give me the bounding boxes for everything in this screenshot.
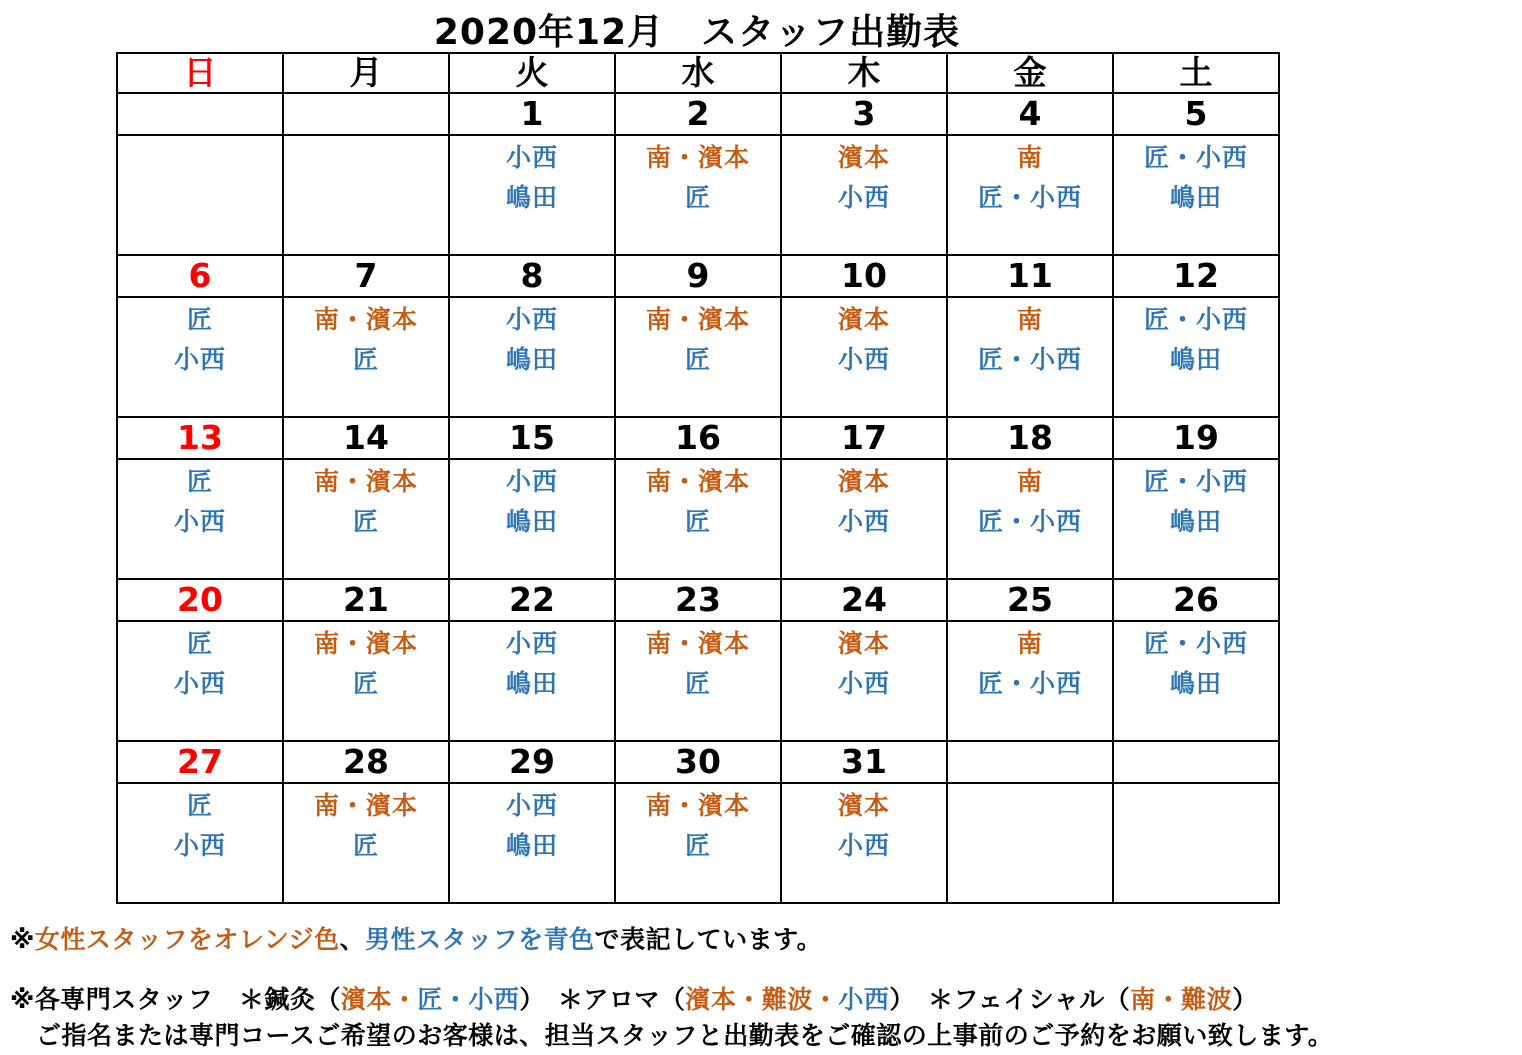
staff-row	[117, 459, 1279, 579]
date-cell	[117, 93, 283, 135]
staff-cell	[1113, 297, 1279, 417]
male-staff-entry: 小西	[173, 507, 226, 536]
date-cell: 26	[1113, 579, 1279, 621]
female-staff-entry: 南・濱本	[313, 467, 418, 496]
staff-cell	[947, 621, 1113, 741]
staff-cell	[283, 459, 449, 579]
date-cell: 14	[283, 417, 449, 459]
female-staff-entry: 濱本	[837, 629, 890, 658]
staff-cell	[449, 783, 615, 903]
male-staff-entry: 嶋田	[505, 669, 558, 698]
date-cell: 15	[449, 417, 615, 459]
staff-cell	[615, 783, 781, 903]
male-staff-entry: 嶋田	[1169, 345, 1222, 374]
staff-cell	[283, 783, 449, 903]
date-cell: 21	[283, 579, 449, 621]
male-staff-entry: 匠	[684, 507, 711, 536]
date-cell: 24	[781, 579, 947, 621]
weekday-mon: 月	[283, 53, 449, 93]
date-cell: 6	[117, 255, 283, 297]
calendar-body	[117, 93, 1279, 903]
male-staff-entry: 小西	[505, 143, 558, 172]
staff-cell	[781, 783, 947, 903]
date-cell: 10	[781, 255, 947, 297]
acupuncture-female: 濱本・	[340, 985, 418, 1014]
staff-cell	[615, 135, 781, 255]
date-row	[117, 255, 1279, 297]
date-cell: 3	[781, 93, 947, 135]
weekday-sat: 土	[1113, 53, 1279, 93]
page-title: 2020年12月 スタッフ出勤表	[433, 12, 961, 53]
staff-cell	[947, 783, 1113, 903]
date-cell: 8	[449, 255, 615, 297]
staff-row	[117, 783, 1279, 903]
male-staff-entry: 嶋田	[505, 183, 558, 212]
staff-cell	[283, 621, 449, 741]
date-cell: 4	[947, 93, 1113, 135]
male-staff-entry: 小西	[505, 791, 558, 820]
female-staff-entry: 南	[1016, 629, 1043, 658]
aroma-male: 小西	[838, 985, 890, 1014]
staff-cell	[117, 783, 283, 903]
staff-cell	[947, 459, 1113, 579]
male-staff-entry: 匠	[186, 629, 213, 658]
reservation-note: ご指名または専門コースご希望のお客様は、担当スタッフと出勤表をご確認の上事前のご予約をお願い致します。	[36, 1021, 1334, 1050]
date-cell: 11	[947, 255, 1113, 297]
male-staff-entry: 匠	[186, 305, 213, 334]
male-staff-entry: 匠	[352, 345, 379, 374]
female-staff-entry: 南	[1016, 305, 1043, 334]
date-cell: 30	[615, 741, 781, 783]
male-staff-entry: 匠・小西	[1143, 143, 1248, 172]
female-staff-entry: 南・濱本	[313, 629, 418, 658]
color-legend-note	[10, 920, 822, 956]
staff-cell	[947, 297, 1113, 417]
male-staff-entry: 匠	[684, 183, 711, 212]
female-staff-entry: 南・濱本	[645, 629, 750, 658]
staff-cell	[283, 135, 449, 255]
female-staff-entry: 南	[1016, 143, 1043, 172]
acupuncture-label: ＊鍼灸（	[238, 985, 341, 1014]
date-cell: 27	[117, 741, 283, 783]
date-cell	[283, 93, 449, 135]
staff-cell	[615, 297, 781, 417]
male-staff-entry: 小西	[173, 345, 226, 374]
male-staff-entry: 小西	[837, 507, 890, 536]
date-cell: 13	[117, 417, 283, 459]
aroma-label: ＊アロマ（	[557, 985, 686, 1014]
staff-row	[117, 297, 1279, 417]
facial-label: ＊フェイシャル（	[927, 985, 1131, 1014]
female-staff-entry: 南・濱本	[313, 305, 418, 334]
weekday-header-row	[117, 53, 1279, 93]
male-staff-entry: 嶋田	[505, 507, 558, 536]
staff-cell	[449, 135, 615, 255]
date-row	[117, 741, 1279, 783]
date-cell: 18	[947, 417, 1113, 459]
male-staff-entry: 小西	[837, 669, 890, 698]
staff-cell	[781, 621, 947, 741]
female-staff-entry: 南・濱本	[645, 143, 750, 172]
date-cell: 12	[1113, 255, 1279, 297]
male-staff-entry: 匠	[186, 467, 213, 496]
female-staff-entry: 濱本	[837, 143, 890, 172]
male-staff-entry: 匠	[684, 669, 711, 698]
acupuncture-male: 匠・小西	[417, 985, 520, 1014]
male-staff-entry: 匠	[352, 831, 379, 860]
staff-cell	[117, 459, 283, 579]
staff-cell	[615, 459, 781, 579]
male-staff-entry: 小西	[505, 305, 558, 334]
female-staff-entry: 南・濱本	[645, 467, 750, 496]
male-staff-entry: 匠・小西	[1143, 305, 1248, 334]
male-staff-entry: 小西	[837, 183, 890, 212]
male-staff-entry: 匠・小西	[1143, 467, 1248, 496]
male-staff-entry: 匠	[186, 791, 213, 820]
male-staff-entry: 匠	[684, 831, 711, 860]
male-staff-entry: 匠・小西	[1143, 629, 1248, 658]
aroma-close: ）	[889, 985, 928, 1014]
male-staff-entry: 嶋田	[505, 831, 558, 860]
staff-cell	[117, 297, 283, 417]
legend-prefix: ※	[10, 925, 35, 954]
date-cell: 31	[781, 741, 947, 783]
aroma-female: 濱本・難波・	[685, 985, 839, 1014]
specialists-note	[10, 980, 1258, 1016]
date-cell	[1113, 741, 1279, 783]
date-cell: 16	[615, 417, 781, 459]
staff-cell	[449, 621, 615, 741]
male-staff-entry: 匠・小西	[977, 345, 1082, 374]
attendance-calendar	[116, 52, 1280, 904]
facial-close: ）	[1232, 985, 1258, 1014]
legend-separator: 、	[339, 925, 366, 954]
weekday-tue: 火	[449, 53, 615, 93]
date-cell: 17	[781, 417, 947, 459]
female-staff-entry: 南	[1016, 467, 1043, 496]
legend-female: 女性スタッフをオレンジ色	[34, 925, 340, 954]
male-staff-entry: 匠	[352, 669, 379, 698]
date-cell: 19	[1113, 417, 1279, 459]
weekday-fri: 金	[947, 53, 1113, 93]
facial-female: 南・難波	[1130, 985, 1233, 1014]
male-staff-entry: 嶋田	[1169, 507, 1222, 536]
male-staff-entry: 嶋田	[505, 345, 558, 374]
male-staff-entry: 匠	[352, 507, 379, 536]
staff-cell	[1113, 621, 1279, 741]
male-staff-entry: 小西	[837, 345, 890, 374]
male-staff-entry: 匠・小西	[977, 669, 1082, 698]
date-cell: 28	[283, 741, 449, 783]
date-cell: 5	[1113, 93, 1279, 135]
staff-cell	[781, 135, 947, 255]
date-cell: 9	[615, 255, 781, 297]
date-cell	[947, 741, 1113, 783]
female-staff-entry: 濱本	[837, 467, 890, 496]
female-staff-entry: 南・濱本	[645, 305, 750, 334]
specialists-label: ※各専門スタッフ	[10, 985, 239, 1014]
date-row	[117, 579, 1279, 621]
date-cell: 29	[449, 741, 615, 783]
date-cell: 25	[947, 579, 1113, 621]
weekday-thu: 木	[781, 53, 947, 93]
staff-cell	[615, 621, 781, 741]
male-staff-entry: 小西	[837, 831, 890, 860]
staff-cell	[1113, 135, 1279, 255]
male-staff-entry: 匠	[684, 345, 711, 374]
date-row	[117, 93, 1279, 135]
male-staff-entry: 小西	[173, 831, 226, 860]
staff-row	[117, 135, 1279, 255]
female-staff-entry: 濱本	[837, 305, 890, 334]
staff-cell	[117, 135, 283, 255]
date-row	[117, 417, 1279, 459]
acupuncture-close: ）	[519, 985, 558, 1014]
legend-male: 男性スタッフを青色	[365, 925, 595, 954]
male-staff-entry: 嶋田	[1169, 183, 1222, 212]
weekday-wed: 水	[615, 53, 781, 93]
staff-cell	[283, 297, 449, 417]
female-staff-entry: 南・濱本	[645, 791, 750, 820]
female-staff-entry: 濱本	[837, 791, 890, 820]
date-cell: 1	[449, 93, 615, 135]
staff-cell	[117, 621, 283, 741]
date-cell: 22	[449, 579, 615, 621]
legend-suffix: で表記しています。	[594, 925, 823, 954]
staff-cell	[1113, 459, 1279, 579]
staff-cell	[947, 135, 1113, 255]
staff-row	[117, 621, 1279, 741]
weekday-sun: 日	[117, 53, 283, 93]
male-staff-entry: 嶋田	[1169, 669, 1222, 698]
staff-cell	[781, 297, 947, 417]
date-cell: 2	[615, 93, 781, 135]
date-cell: 20	[117, 579, 283, 621]
date-cell: 23	[615, 579, 781, 621]
staff-cell	[449, 459, 615, 579]
staff-cell	[781, 459, 947, 579]
staff-cell	[449, 297, 615, 417]
male-staff-entry: 匠・小西	[977, 183, 1082, 212]
staff-cell	[1113, 783, 1279, 903]
female-staff-entry: 南・濱本	[313, 791, 418, 820]
male-staff-entry: 小西	[505, 467, 558, 496]
date-cell: 7	[283, 255, 449, 297]
male-staff-entry: 小西	[505, 629, 558, 658]
male-staff-entry: 小西	[173, 669, 226, 698]
male-staff-entry: 匠・小西	[977, 507, 1082, 536]
